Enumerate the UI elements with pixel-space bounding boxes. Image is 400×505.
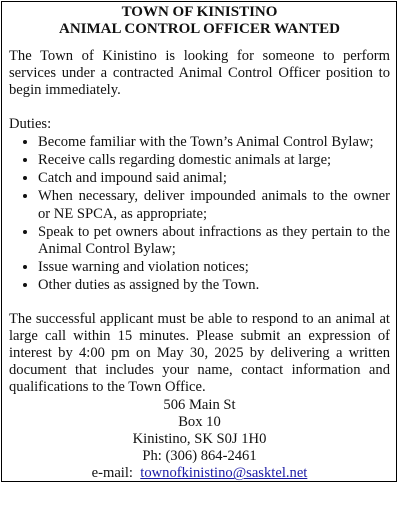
duty-item: • Receive calls regarding domestic animals at large; [38,151,390,169]
notice-title-line1: TOWN OF KINISTINO [121,4,278,20]
duty-item: • Issue warning and violation notices; [38,258,390,276]
duty-item: • Speak to pet owners about infractions as they pertain to the Animal Control Bylaw; [38,223,390,258]
email-label: e-mail: [91,465,141,482]
address-phone: Ph: (306) 864-2461 [142,448,257,465]
duty-item: • When necessary, deliver impounded animals to the owner or NE SPCA, as appropriate; [38,187,390,222]
address-street: 506 Main St [163,396,236,413]
intro-paragraph: The Town of Kinistino is looking for someone to perform services under a contracted Animal Control Officer position to begin immediately. [9,48,390,99]
notice-title-line2: ANIMAL CONTROL OFFICER WANTED [58,21,340,37]
duty-item: • Other duties as assigned by the Town. [38,276,390,294]
duties-list [9,133,390,295]
duty-item: • Catch and impound said animal; [38,169,390,187]
job-notice [1,1,397,482]
address-email-line [9,465,390,482]
duty-item: • Become familiar with the Town’s Animal Control Bylaw; [38,133,390,151]
email-link[interactable]: townofkinistino@sasktel.net [140,465,308,482]
duties-label: Duties: [9,115,52,132]
address-city: Kinistino, SK S0J 1H0 [132,431,267,448]
closing-paragraph: The successful applicant must be able to respond to an animal at large call within 15 minutes. Please submit an expression of interest by 4:00 pm on May 30, 2025 by delivering a written document that includes your name, contact information and qualifications to the Town Office. [9,310,390,396]
address-box: Box 10 [178,413,221,430]
